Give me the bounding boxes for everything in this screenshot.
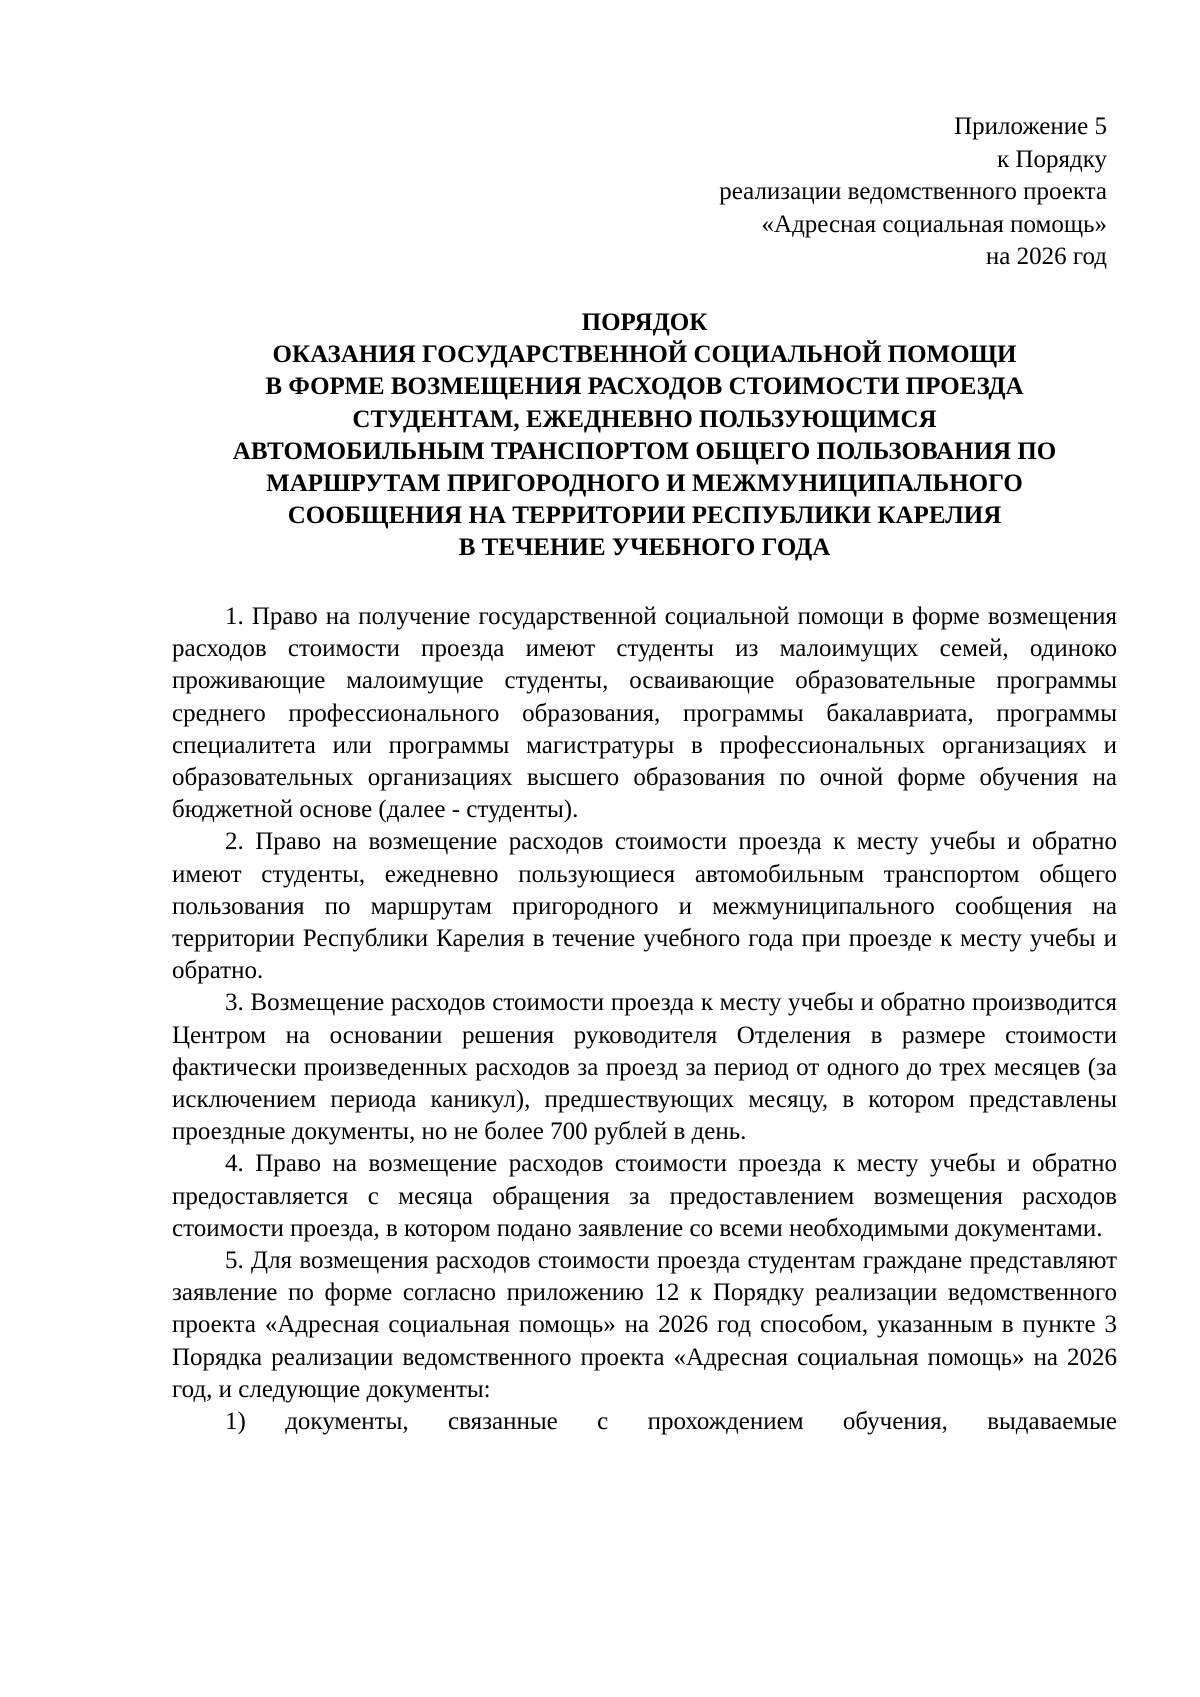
title-line: ОКАЗАНИЯ ГОСУДАРСТВЕННОЙ СОЦИАЛЬНОЙ ПОМОЩИ [272, 341, 1017, 369]
document-body [172, 601, 1117, 1438]
attachment-header [507, 111, 1107, 274]
paragraph-1: 1. Право на получение государственной социальной помощи в форме возмещения расходов стоимости проезда имеют студенты из малоимущих семей, одиноко проживающие малоимущие студенты, осваивающие образовательные программы среднего профессионального образования, программы бакалавриата, программы специалитета или программы магистратуры в профессиональных организациях и образовательных организациях высшего образования по очной форме обучения на бюджетной основе (далее - студенты). [172, 603, 1117, 824]
paragraph-4: 4. Право на возмещение расходов стоимости проезда к месту учебы и обратно предоставляется с месяца обращения за предоставлением возмещения расходов стоимости проезда, в котором подано заявление со всеми необходимыми документами. [172, 1150, 1117, 1242]
title-line: АВТОМОБИЛЬНЫМ ТРАНСПОРТОМ ОБЩЕГО ПОЛЬЗОВАНИЯ ПО [232, 437, 1057, 465]
title-line: СТУДЕНТАМ, ЕЖЕДНЕВНО ПОЛЬЗУЮЩИМСЯ [352, 405, 937, 433]
title-line: В ТЕЧЕНИЕ УЧЕБНОГО ГОДА [458, 534, 831, 562]
attachment-ref-line: «Адресная социальная помощь» [761, 210, 1107, 238]
title-line: СООБЩЕНИЯ НА ТЕРРИТОРИИ РЕСПУБЛИКИ КАРЕЛИЯ [287, 502, 1002, 530]
title-line: МАРШРУТАМ ПРИГОРОДНОГО И МЕЖМУНИЦИПАЛЬНОГО [266, 470, 1023, 498]
title-line: ПОРЯДОК [581, 309, 708, 336]
paragraph-6: 1) документы, связанные с прохождением обучения, выдаваемые [225, 1408, 1117, 1436]
attachment-ref-line: на 2026 год [985, 243, 1107, 270]
attachment-number: Приложение 5 [954, 113, 1107, 140]
paragraph-5: 5. Для возмещения расходов стоимости проезда студентам граждане представляют заявление по форме согласно приложению 12 к Порядку реализации ведомственного проекта «Адресная социальная помощь» на 2026 год способом, указанным в пункте 3 Порядка реализации ведомственного проекта «Адресная социальная помощь» на 2026 год, и следующие документы: [172, 1247, 1117, 1403]
title-line: В ФОРМЕ ВОЗМЕЩЕНИЯ РАСХОДОВ СТОИМОСТИ ПРОЕЗДА [265, 373, 1024, 401]
paragraph-3: 3. Возмещение расходов стоимости проезда к месту учебы и обратно производится Центром на основании решения руководителя Отделения в размере стоимости фактически произведенных расходов за проезд за период от одного до трех месяцев (за исключением периода каникул), предшествующих месяцу, в котором представлены проездные документы, но не более 700 рублей в день. [172, 989, 1117, 1146]
attachment-ref-line: к Порядку [997, 145, 1107, 173]
document-title [172, 307, 1117, 565]
paragraph-2: 2. Право на возмещение расходов стоимости проезда к месту учебы и обратно имеют студенты, ежедневно пользующиеся автомобильным транспортом общего пользования по маршрутам пригородного и межмуниципального сообщения на территории Республики Карелия в течение учебного года при проезде к месту учебы и обратно. [172, 828, 1117, 985]
attachment-ref-line: реализации ведомственного проекта [719, 178, 1107, 205]
